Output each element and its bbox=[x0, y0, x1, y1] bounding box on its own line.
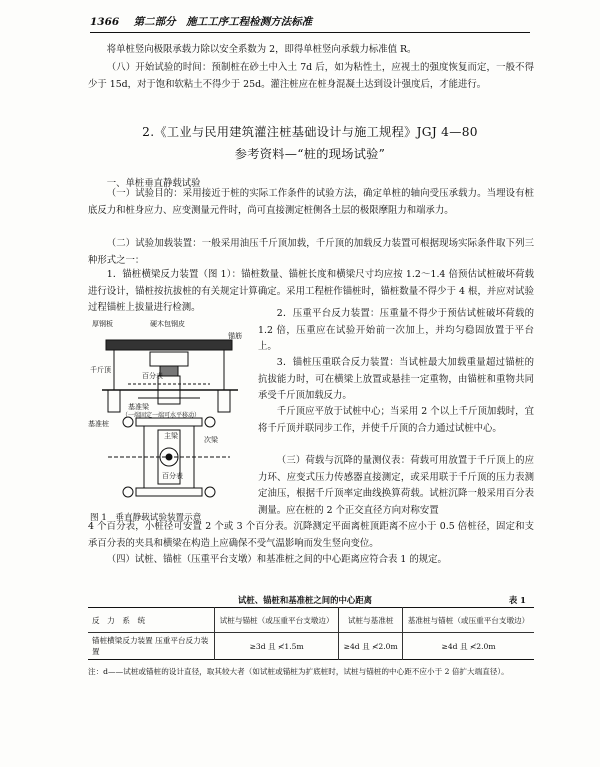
table-label: 表 1 bbox=[508, 595, 526, 605]
standard-subtitle: 参考资料—“桩的现场试验” bbox=[234, 147, 386, 161]
label-dial-gauge: 百分表 bbox=[142, 372, 163, 380]
table-cell: 锚桩横梁反力装置 压重平台反力装置 bbox=[92, 636, 209, 656]
table-header: 试桩与基准桩 bbox=[339, 608, 403, 633]
label-secondary-beam: 次梁 bbox=[204, 436, 218, 444]
label-steel-plate: 厚钢板 bbox=[92, 320, 113, 328]
distance-table bbox=[88, 607, 534, 660]
table-cell: ≥4d 且 ≮2.0m bbox=[403, 633, 534, 660]
label-anchor-bar: 锚筋 bbox=[228, 332, 242, 340]
label-reference-pile: 基准桩 bbox=[88, 420, 109, 428]
paragraph-center-distance: （四）试桩、锚桩（压重平台支墩）和基准桩之间的中心距离应符合表 1 的规定。 bbox=[106, 554, 447, 565]
page-header bbox=[90, 14, 530, 33]
paragraph-loading-device: （二）试验加载装置：一般采用油压千斤顶加载，千斤顶的加载反力装置可根据现场实际条件取下列三种形式之一： bbox=[88, 238, 534, 266]
paragraph-weight-platform: 2．压重平台反力装置：压重量不得少于预估试桩破坏荷载的 1.2 倍，压重应在试验开始前一次加上，并均匀稳固放置于平台上。 bbox=[258, 308, 534, 352]
table-caption: 试桩、锚桩和基准桩之间的中心距离 bbox=[238, 595, 372, 605]
paragraph-anchor-beam: 1．锚桩横梁反力装置（图 1）：锚桩数量、锚桩长度和横梁尺寸均应按 1.2～1.4 倍预估试桩破坏荷载进行设计，锚桩按抗拔桩的有关规定计算确定。采用工程桩作锚桩时，锚桩数量不得少于 4 根，并应对试验过程锚桩上拔量进行检测。 bbox=[88, 269, 534, 313]
table-cell: ≥3d 且 ≮1.5m bbox=[215, 633, 339, 660]
section-title: 第二部分 施工工序工程检测方法标准 bbox=[133, 16, 313, 28]
paragraph-test-timing: （八）开始试验的时间：预制桩在砂土中入土 7d 后，如为粘性土，应视土的强度恢复而定，一般不得少于 15d，对于饱和软粘土不得少于 25d。灌注桩应在桩身混凝土达到设计强度后，才能进行。 bbox=[88, 62, 534, 90]
table-header: 基准桩与锚桩（或压重平台支墩边） bbox=[403, 608, 534, 633]
paragraph-combined-reaction: 3．锚桩压重联合反力装置：当试桩最大加载重量超过锚桩的抗拔能力时，可在横梁上放置或悬挂一定重物，由锚桩和重物共同承受千斤顶加载反力。 bbox=[258, 357, 534, 401]
figure-1 bbox=[88, 318, 250, 528]
label-beam-support-note: （一端固定一端可水平移动） bbox=[122, 412, 201, 419]
section-heading: 一、单桩垂直静载试验 bbox=[106, 178, 201, 189]
table-row bbox=[88, 633, 534, 660]
table-header-row bbox=[88, 608, 534, 633]
figure-caption: 图 1 垂直静载试验装置示意 bbox=[90, 513, 202, 523]
table-note: 注：d——试桩或锚桩的设计直径，取其较大者（如试桩或锚桩为扩底桩时，试桩与锚桩的中心距不应小于 2 倍扩大端直径）。 bbox=[88, 667, 509, 676]
label-reference-beam: 基准梁 bbox=[128, 403, 149, 411]
table-header: 试桩与锚桩（或压重平台支墩边） bbox=[215, 608, 339, 633]
paragraph-instruments: （三）荷载与沉降的量测仪表：荷载可用放置于千斤顶上的应力环、应变式压力传感器直接测定，或采用联于千斤顶的压力表测定油压，根据千斤顶率定曲线换算荷载。试桩沉降一般采用百分表测量。应在桩的 2 个正交直径方向对称安置 bbox=[258, 455, 534, 516]
table-header: 反 力 系 统 bbox=[88, 608, 215, 633]
label-main-beam: 主梁 bbox=[164, 432, 178, 440]
label-hardwood: 硬木包钢皮 bbox=[150, 320, 185, 328]
page-number: 1366 bbox=[90, 16, 120, 28]
paragraph-purpose: （一）试验目的：采用接近于桩的实际工作条件的试验方法，确定单桩的轴向受压承载力。当埋设有桩底反力和桩身应力、应变测量元件时，尚可直接测定桩侧各土层的极限摩阻力和端承力。 bbox=[88, 188, 534, 216]
standard-title: 2.《工业与民用建筑灌注桩基础设计与施工规程》JGJ 4—80 bbox=[142, 125, 478, 139]
label-jack: 千斤顶 bbox=[90, 366, 111, 374]
paragraph-jack-placement: 千斤顶应平放于试桩中心；当采用 2 个以上千斤顶加载时，宜将千斤顶并联同步工作，并使千斤顶的合力通过试桩中心。 bbox=[258, 406, 534, 434]
label-dial-gauge-plan: 百分表 bbox=[162, 472, 183, 480]
table-cell: ≥4d 且 ≮2.0m bbox=[339, 633, 403, 660]
paragraph-bearing-capacity: 将单桩竖向极限承载力除以安全系数为 2，即得单桩竖向承载力标准值 R。 bbox=[106, 44, 417, 55]
paragraph-dial-gauges: 4 个百分表，小桩径可安置 2 个或 3 个百分表。沉降测定平面离桩顶距离不应小于 0.5 倍桩径，固定和支承百分表的夹具和横梁在构造上应确保不受气温影响而发生竖向变位。 bbox=[88, 521, 534, 549]
